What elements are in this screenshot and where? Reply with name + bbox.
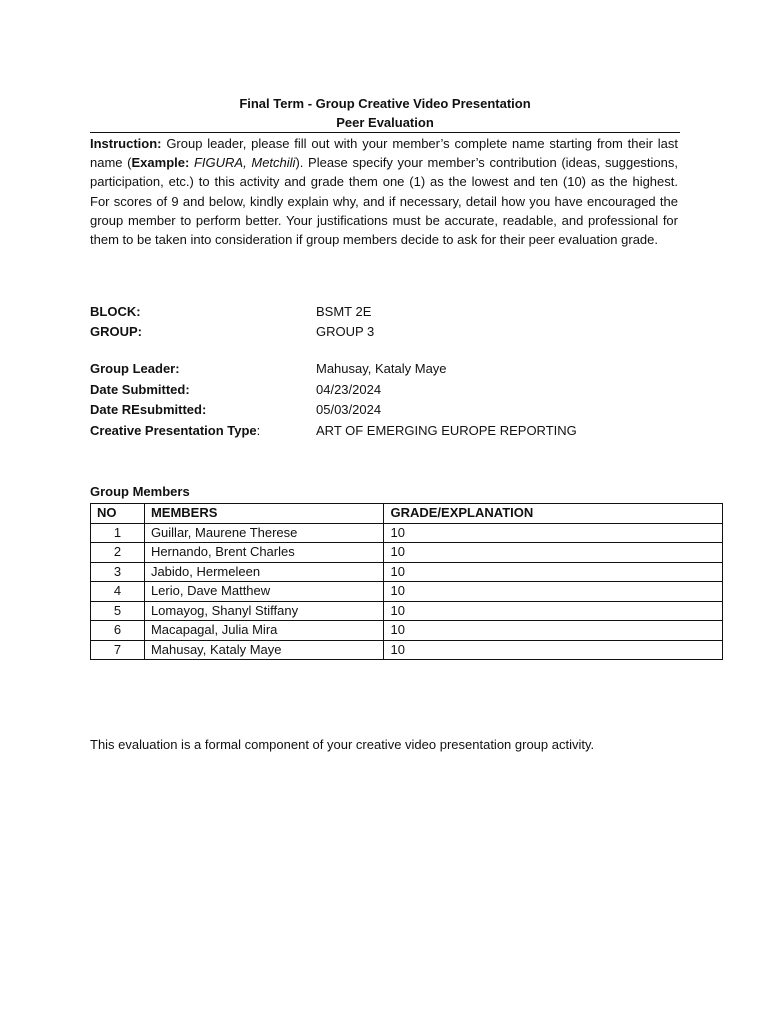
table-row (91, 543, 723, 563)
group-value: GROUP 3 (316, 324, 375, 339)
group-members-table (90, 503, 723, 660)
table-row (91, 621, 723, 641)
date-resubmitted-row (90, 402, 690, 422)
date-submitted-label: Date Submitted: (90, 382, 190, 397)
presentation-type-colon: : (256, 423, 261, 438)
member-grade: 10 (384, 543, 723, 563)
date-submitted-row (90, 382, 690, 402)
member-no: 1 (91, 523, 145, 543)
header-no: NO (91, 504, 145, 524)
instruction-text-2: ). Please specify your member’s contribution (ideas, suggestions, participation, etc.) to this activity and grade them one (1) as the lowest and ten (10) as the highest. For scores of 9 and below, kindly explain why, and if necessary, detail how you have encouraged the group member to perform better. Your justifications must be accurate, readable, and professional for them to be taken into consideration if group members decide to ask for their peer evaluation grade. (90, 155, 678, 248)
table-row (91, 523, 723, 543)
member-name: Jabido, Hermeleen (144, 562, 384, 582)
group-label: GROUP: (90, 324, 142, 339)
header-grade-explanation: GRADE/EXPLANATION (384, 504, 723, 524)
title-line-1: Final Term - Group Creative Video Presentation (239, 96, 531, 111)
instruction-label: Instruction: (90, 136, 162, 151)
group-row (90, 324, 690, 344)
date-resubmitted-value: 05/03/2024 (316, 402, 382, 417)
presentation-type-label (90, 423, 260, 438)
member-name: Macapagal, Julia Mira (144, 621, 384, 641)
table-row (91, 640, 723, 660)
date-submitted-value: 04/23/2024 (316, 382, 382, 397)
member-grade: 10 (384, 601, 723, 621)
document-title (90, 94, 680, 132)
footer-note: This evaluation is a formal component of your creative video presentation group activity. (90, 737, 595, 752)
table-row (91, 582, 723, 602)
title-line-2: Peer Evaluation (336, 115, 434, 130)
group-leader-value: Mahusay, Kataly Maye (316, 361, 447, 376)
table-header-row (91, 504, 723, 524)
member-grade: 10 (384, 523, 723, 543)
block-value: BSMT 2E (316, 304, 372, 319)
member-no: 7 (91, 640, 145, 660)
example-label: Example: (131, 155, 190, 171)
presentation-type-label-text: Creative Presentation Type (90, 423, 257, 438)
member-grade: 10 (384, 640, 723, 660)
block-row (90, 304, 690, 324)
member-no: 6 (91, 621, 145, 641)
presentation-type-row (90, 423, 690, 443)
member-grade: 10 (384, 582, 723, 602)
member-no: 4 (91, 582, 145, 602)
member-grade: 10 (384, 621, 723, 641)
instruction-paragraph (90, 134, 678, 249)
title-divider (90, 132, 680, 133)
member-no: 5 (91, 601, 145, 621)
example-value: FIGURA, Metchili (189, 155, 296, 171)
block-label: BLOCK: (90, 304, 141, 319)
table-row (91, 601, 723, 621)
instruction-text-1: Group leader, please fill out with your member’s complete name starting from their last name ( (90, 136, 678, 171)
date-resubmitted-label: Date REsubmitted: (90, 402, 207, 417)
member-no: 2 (91, 543, 145, 563)
group-leader-row (90, 361, 690, 381)
group-members-heading: Group Members (90, 484, 190, 499)
member-name: Lomayog, Shanyl Stiffany (144, 601, 384, 621)
member-name: Lerio, Dave Matthew (144, 582, 384, 602)
member-grade: 10 (384, 562, 723, 582)
presentation-type-value: ART OF EMERGING EUROPE REPORTING (316, 423, 577, 438)
member-no: 3 (91, 562, 145, 582)
member-name: Hernando, Brent Charles (144, 543, 384, 563)
table-row (91, 562, 723, 582)
group-leader-label: Group Leader: (90, 361, 180, 376)
header-members: MEMBERS (144, 504, 384, 524)
member-name: Guillar, Maurene Therese (144, 523, 384, 543)
member-name: Mahusay, Kataly Maye (144, 640, 384, 660)
